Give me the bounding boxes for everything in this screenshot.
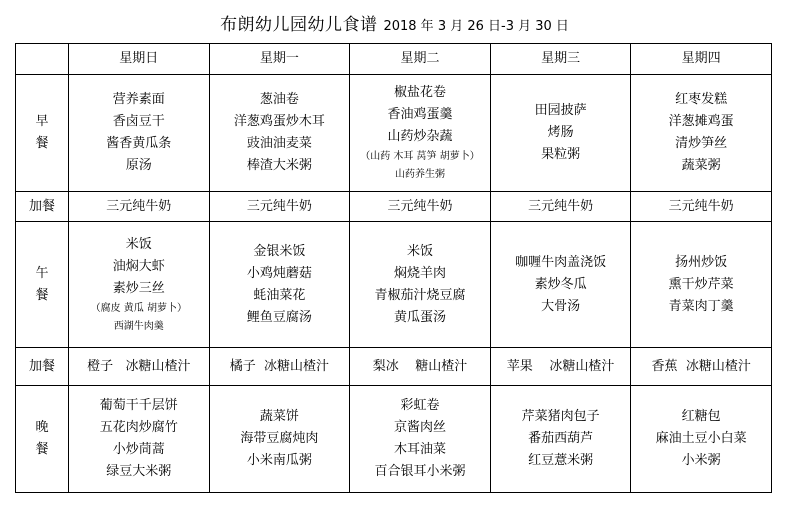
dish: 百合银耳小米粥 — [374, 464, 466, 479]
breakfast-label — [16, 75, 69, 192]
dish: 番茄西葫芦 — [528, 431, 594, 446]
snack1-cell: 三元纯牛奶 — [350, 192, 491, 222]
dish: 棒渣大米粥 — [246, 158, 312, 173]
snack2-cell — [350, 348, 491, 386]
label-char: 早 — [35, 114, 49, 129]
dish-note: （山药 木耳 莴笋 胡萝卜） — [360, 151, 480, 162]
label-char: 餐 — [35, 287, 49, 303]
fruit: 梨冰 — [372, 358, 399, 374]
dish: 香卤豆干 — [112, 114, 165, 129]
day-header: 星期一 — [209, 44, 350, 75]
dinner-cell — [209, 386, 350, 493]
dish: 红糖包 — [681, 409, 721, 424]
breakfast-row — [16, 75, 772, 192]
dish: 麻油土豆小白菜 — [655, 431, 747, 446]
breakfast-cell — [631, 75, 772, 192]
label-char: 午 — [35, 265, 49, 281]
dish: 京酱肉丝 — [393, 420, 446, 435]
label-char: 晚 — [35, 420, 49, 435]
dish: 香油鸡蛋羹 — [387, 107, 453, 122]
snack1-label: 加餐 — [16, 192, 69, 222]
dinner-cell — [490, 386, 631, 493]
dish: 小米粥 — [681, 453, 721, 468]
dish: 蔬菜饼 — [259, 409, 299, 424]
dish: 咖喱牛肉盖浇饭 — [515, 254, 607, 270]
dish: 葱油卷 — [259, 92, 299, 107]
dinner-label — [16, 386, 69, 493]
table-header-row — [16, 44, 772, 75]
label-char: 餐 — [35, 136, 49, 151]
dish: 素炒三丝 — [112, 280, 165, 296]
dish: 酱香黄瓜条 — [106, 136, 172, 151]
corner-cell — [16, 44, 69, 75]
drink: 冰糖山楂汁 — [264, 358, 330, 374]
dish: 扬州炒饭 — [675, 254, 728, 270]
dish: 烤肠 — [547, 125, 574, 140]
title-text: 布朗幼儿园幼儿食谱 — [220, 15, 378, 35]
snack1-cell: 三元纯牛奶 — [69, 192, 210, 222]
dish: 小鸡炖蘑菇 — [246, 265, 312, 281]
dish: 蚝油菜花 — [253, 287, 306, 303]
lunch-cell — [490, 222, 631, 348]
lunch-cell — [350, 222, 491, 348]
dish: 小米南瓜粥 — [246, 453, 312, 468]
page-title — [0, 10, 789, 35]
fruit: 苹果 — [506, 358, 533, 374]
dish: 五花肉炒腐竹 — [99, 420, 178, 435]
dish: 素炒冬瓜 — [534, 276, 587, 292]
lunch-cell — [209, 222, 350, 348]
drink: 冰糖山楂汁 — [125, 358, 191, 374]
drink: 冰糖山楂汁 — [549, 358, 615, 374]
dish: 大骨汤 — [541, 298, 581, 314]
lunch-row — [16, 222, 772, 348]
dish: 红豆薏米粥 — [528, 453, 594, 468]
dish: 田园披萨 — [534, 103, 587, 118]
dish: 西湖牛肉羹 — [113, 320, 164, 332]
dish: 海带豆腐炖肉 — [240, 431, 319, 446]
menu-table — [15, 43, 772, 493]
dish: 果粒粥 — [541, 147, 581, 162]
breakfast-cell — [350, 75, 491, 192]
lunch-label — [16, 222, 69, 348]
fruit: 橙子 — [87, 358, 114, 374]
snack2-cell — [69, 348, 210, 386]
dish: 绿豆大米粥 — [106, 464, 172, 479]
dish: 葡萄干千层饼 — [99, 398, 178, 413]
drink: 糖山楂汁 — [415, 358, 468, 374]
snack2-label: 加餐 — [16, 348, 69, 386]
dish: 洋葱鸡蛋炒木耳 — [233, 114, 325, 129]
dinner-cell — [631, 386, 772, 493]
dish: 青菜肉丁羹 — [668, 298, 734, 314]
dish: 金银米饭 — [253, 243, 306, 259]
dish: 洋葱摊鸡蛋 — [668, 114, 734, 129]
fruit: 橘子 — [229, 358, 256, 374]
breakfast-cell — [69, 75, 210, 192]
dish-note: （腐皮 黄瓜 胡萝卜） — [90, 302, 187, 314]
dish: 黄瓜蛋汤 — [393, 309, 446, 325]
snack1-row — [16, 192, 772, 222]
dish: 米饭 — [125, 236, 152, 252]
snack1-cell: 三元纯牛奶 — [631, 192, 772, 222]
dish: 小炒茼蒿 — [112, 442, 165, 457]
dish: 焖烧羊肉 — [393, 265, 446, 281]
breakfast-cell — [209, 75, 350, 192]
dish: 豉油油麦菜 — [246, 136, 312, 151]
dish: 木耳油菜 — [393, 442, 446, 457]
dish: 营养素面 — [112, 92, 165, 107]
dish: 椒盐花卷 — [393, 85, 446, 100]
dinner-cell — [350, 386, 491, 493]
date-range: 2018 年 3 月 26 日-3 月 30 日 — [383, 19, 569, 34]
lunch-cell — [69, 222, 210, 348]
lunch-cell — [631, 222, 772, 348]
label-char: 餐 — [35, 442, 49, 457]
dish: 鲤鱼豆腐汤 — [246, 309, 312, 325]
snack1-cell: 三元纯牛奶 — [209, 192, 350, 222]
dinner-cell — [69, 386, 210, 493]
dish: 红枣发糕 — [675, 92, 728, 107]
fruit: 香蕉 — [651, 358, 678, 374]
breakfast-cell — [490, 75, 631, 192]
dish: 熏干炒芹菜 — [668, 276, 734, 292]
day-header: 星期二 — [350, 44, 491, 75]
dish: 山药养生粥 — [394, 169, 445, 180]
snack2-cell — [490, 348, 631, 386]
dish: 青椒茄汁烧豆腐 — [374, 287, 466, 303]
drink: 冰糖山楂汁 — [685, 358, 751, 374]
dish: 米饭 — [406, 243, 433, 259]
day-header: 星期四 — [631, 44, 772, 75]
dinner-row — [16, 386, 772, 493]
dish: 清炒笋丝 — [675, 136, 728, 151]
dish: 蔬菜粥 — [681, 158, 721, 173]
snack1-cell: 三元纯牛奶 — [490, 192, 631, 222]
dish: 芹菜猪肉包子 — [521, 409, 600, 424]
day-header: 星期日 — [69, 44, 210, 75]
dish: 油焖大虾 — [112, 258, 165, 274]
dish: 彩虹卷 — [400, 398, 440, 413]
snack2-cell — [209, 348, 350, 386]
dish: 山药炒杂蔬 — [387, 129, 453, 144]
snack2-row — [16, 348, 772, 386]
snack2-cell — [631, 348, 772, 386]
day-header: 星期三 — [490, 44, 631, 75]
dish: 原汤 — [125, 158, 152, 173]
